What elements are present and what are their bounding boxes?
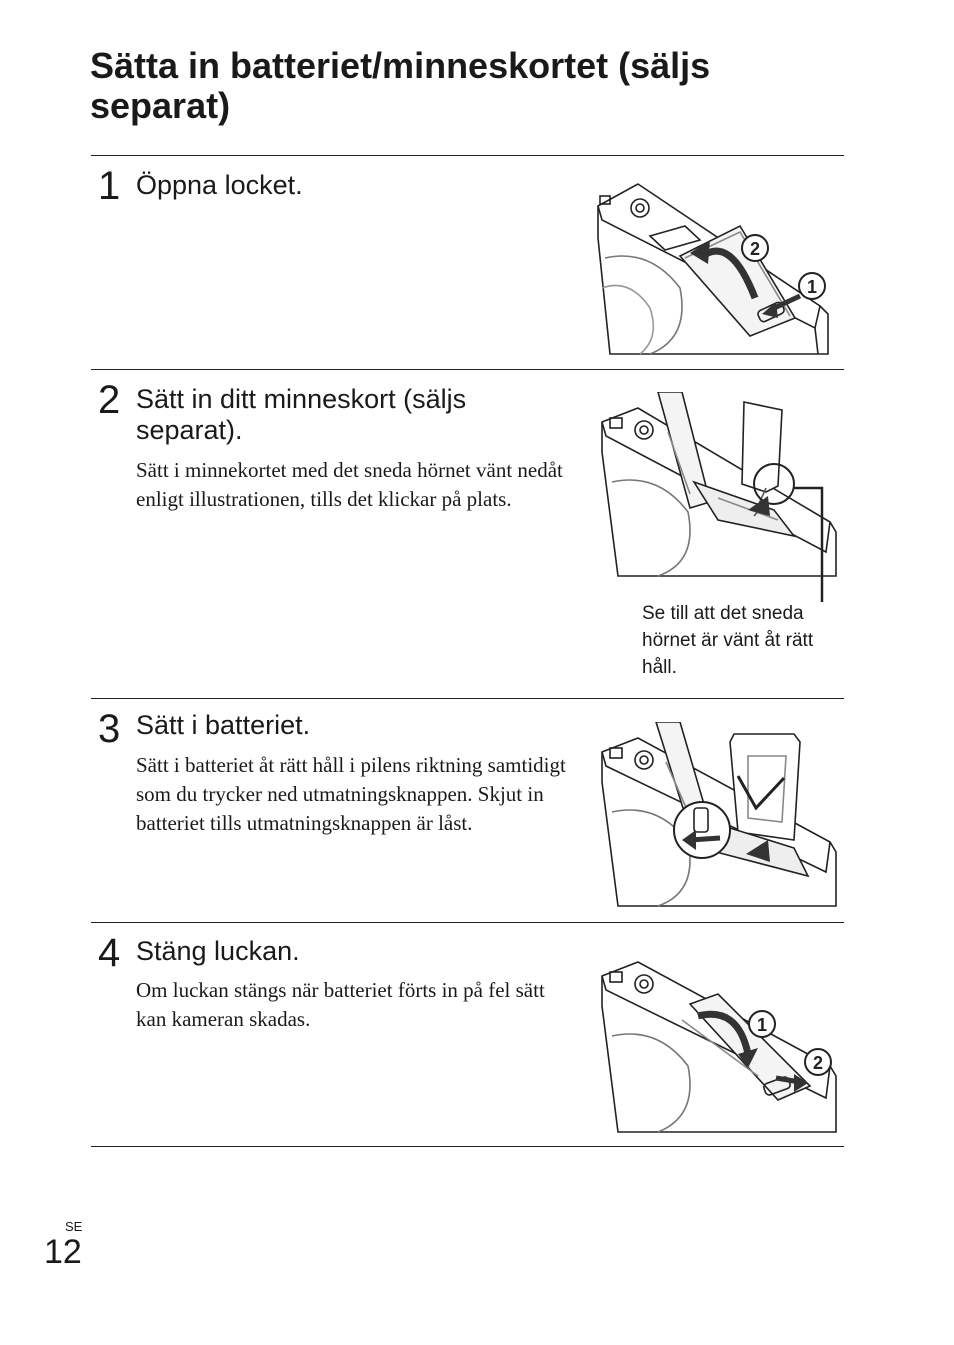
battery-insert-illustration — [598, 722, 840, 908]
step-1-heading: Öppna locket. — [136, 170, 303, 200]
callout-1-label: 1 — [806, 277, 818, 297]
step-4-number: 4 — [98, 931, 121, 975]
step-1-number: 1 — [98, 164, 121, 208]
step-4-heading: Stäng luckan. — [136, 936, 300, 966]
step-2-heading: Sätt in ditt minneskort (säljs separat). — [136, 384, 467, 445]
step-3-body: Sätt i batteriet åt rätt håll i pilens riktning samtidigt som du trycker ned utmatningsknappen. Skjut in batteriet tills utmatningsknappen är låst. — [136, 753, 566, 835]
section-divider — [91, 369, 844, 370]
callout-2-label: 2 — [749, 239, 761, 259]
step-2-number: 2 — [98, 378, 121, 422]
step-4-body: Om luckan stängs när batteriet förts in på fel sätt kan kameran skadas. — [136, 978, 545, 1031]
section-divider — [91, 1146, 844, 1147]
page-number: 12 — [44, 1233, 82, 1271]
page-title: Sätta in batteriet/minneskortet (säljs separat) — [90, 45, 711, 126]
callout-1-label: 1 — [756, 1015, 768, 1035]
section-divider — [91, 155, 844, 156]
camera-close-lid-illustration — [598, 956, 840, 1134]
section-divider — [91, 698, 844, 699]
step-2-body: Sätt i minnekortet med det sneda hörnet vänt nedåt enligt illustrationen, tills det klickar på plats. — [136, 458, 563, 511]
camera-open-lid-illustration — [590, 178, 840, 358]
section-divider — [91, 922, 844, 923]
memory-card-insert-illustration — [598, 392, 840, 602]
step-3-heading: Sätt i batteriet. — [136, 710, 311, 740]
callout-2-label: 2 — [812, 1053, 824, 1073]
step-3-number: 3 — [98, 707, 121, 751]
step-2-note: Se till att det sneda hörnet är vänt åt rätt håll. — [642, 603, 814, 678]
language-code: SE — [65, 1219, 83, 1234]
